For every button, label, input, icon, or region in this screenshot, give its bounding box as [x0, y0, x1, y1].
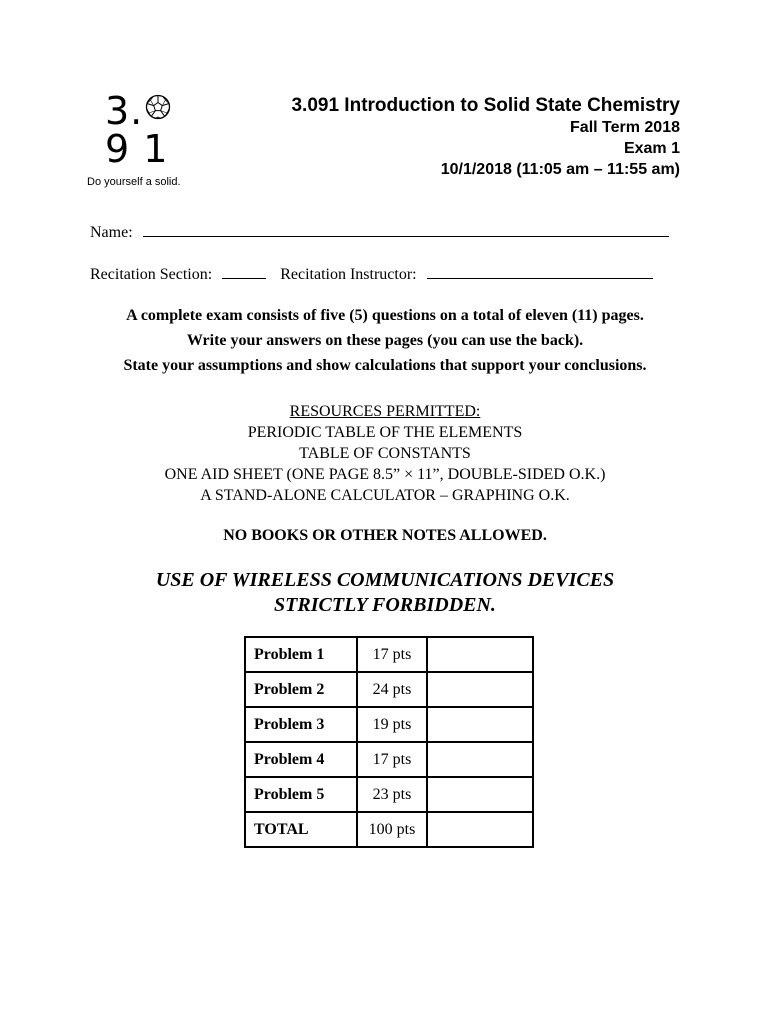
recitation-instructor-field[interactable] [427, 262, 653, 279]
exam-term: Fall Term 2018 [570, 119, 680, 136]
score-entry-cell[interactable] [427, 707, 533, 742]
recitation-instructor-label: Recitation Instructor: [280, 266, 417, 283]
score-entry-cell[interactable] [427, 777, 533, 812]
problem-points: 17 pts [357, 742, 427, 777]
score-table [244, 636, 534, 848]
resource-item: TABLE OF CONSTANTS [299, 445, 471, 462]
problem-points: 19 pts [357, 707, 427, 742]
name-row [90, 220, 669, 242]
recitation-section-label: Recitation Section: [90, 266, 213, 283]
score-entry-cell[interactable] [427, 672, 533, 707]
logo-line-2: 9 1 [105, 127, 169, 171]
problem-points: 23 pts [357, 777, 427, 812]
wireless-warning-line: USE OF WIRELESS COMMUNICATIONS DEVICES [155, 569, 615, 591]
table-row [245, 742, 533, 777]
problem-label: Problem 2 [245, 672, 357, 707]
instruction-line: State your assumptions and show calculations that support your conclusions. [123, 357, 647, 374]
resources-permitted [0, 401, 770, 506]
wireless-warning [0, 568, 770, 618]
recitation-row [90, 262, 653, 284]
resource-item: PERIODIC TABLE OF THE ELEMENTS [247, 424, 523, 441]
logo-line-1: 3. [105, 89, 144, 133]
total-points: 100 pts [357, 812, 427, 847]
score-entry-cell[interactable] [427, 637, 533, 672]
problem-label: Problem 5 [245, 777, 357, 812]
instruction-line: Write your answers on these pages (you can use the back). [186, 332, 584, 349]
course-logo [87, 89, 197, 192]
exam-number: Exam 1 [623, 140, 680, 157]
resource-item: A STAND-ALONE CALCULATOR – GRAPHING O.K. [200, 487, 570, 504]
problem-label: Problem 4 [245, 742, 357, 777]
total-entry-cell[interactable] [427, 812, 533, 847]
table-row [245, 637, 533, 672]
resources-heading: RESOURCES PERMITTED: [289, 403, 481, 420]
problem-label: Problem 1 [245, 637, 357, 672]
wireless-warning-line: STRICTLY FORBIDDEN. [274, 594, 496, 616]
name-field[interactable] [143, 220, 669, 237]
no-books-notice: NO BOOKS OR OTHER NOTES ALLOWED. [223, 527, 547, 544]
table-row [245, 812, 533, 847]
table-row [245, 707, 533, 742]
buckyball-icon [145, 94, 171, 120]
table-row [245, 777, 533, 812]
course-title: 3.091 Introduction to Solid State Chemistry [291, 95, 680, 116]
problem-points: 24 pts [357, 672, 427, 707]
recitation-section-field[interactable] [222, 262, 266, 279]
problem-label: Problem 3 [245, 707, 357, 742]
logo-tagline: Do yourself a solid. [87, 176, 181, 188]
total-label: TOTAL [245, 812, 357, 847]
resource-item: ONE AID SHEET (ONE PAGE 8.5” × 11”, DOUBLE-SIDED O.K.) [164, 466, 606, 483]
name-label: Name: [90, 224, 133, 241]
score-entry-cell[interactable] [427, 742, 533, 777]
instruction-line: A complete exam consists of five (5) questions on a total of eleven (11) pages. [126, 307, 644, 324]
table-row [245, 672, 533, 707]
exam-header [291, 94, 680, 180]
exam-instructions [0, 303, 770, 378]
problem-points: 17 pts [357, 637, 427, 672]
exam-datetime: 10/1/2018 (11:05 am – 11:55 am) [440, 161, 680, 178]
